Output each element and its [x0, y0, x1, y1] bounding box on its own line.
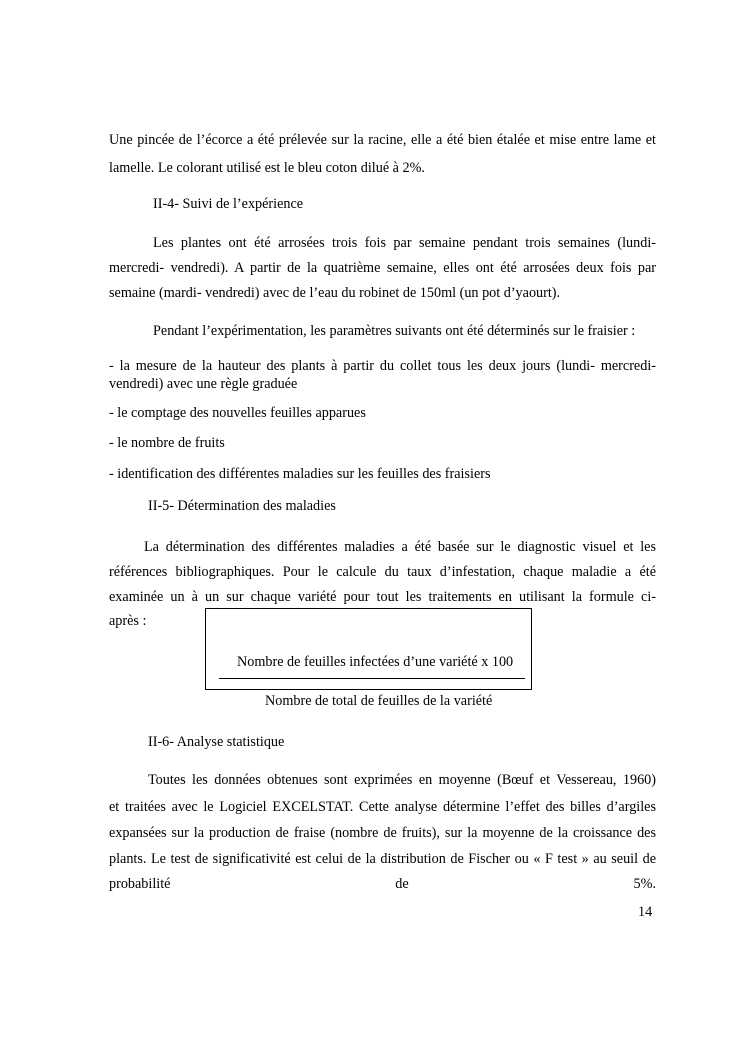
ii6-para-line-2: et traitées avec le Logiciel EXCELSTAT. Cette analyse détermine l’effet des billes d’argiles	[109, 799, 656, 815]
list-item: - le comptage des nouvelles feuilles apparues	[109, 405, 366, 421]
ii6-para-line-1: Toutes les données obtenues sont exprimées en moyenne (Bœuf et Vessereau, 1960)	[148, 772, 656, 788]
formula-numerator: Nombre de feuilles infectées d’une variété x 100	[237, 654, 514, 670]
ii5-para-line-4: après :	[109, 613, 147, 629]
ii4-intro: Pendant l’expérimentation, les paramètres suivants ont été déterminés sur le fraisier :	[153, 323, 636, 339]
ii6-para-line-4: plants. Le test de significativité est celui de la distribution de Fischer ou « F test » au seuil de	[109, 851, 656, 867]
formula-denominator: Nombre de total de feuilles de la variété	[265, 693, 493, 709]
page-number: 14	[638, 904, 653, 920]
ii4-para-line-3: semaine (mardi- vendredi) avec de l’eau du robinet de 150ml (un pot d’yaourt).	[109, 285, 561, 301]
list-item: - la mesure de la hauteur des plants à partir du collet tous les deux jours (lundi- mercredi-	[109, 358, 656, 374]
ii6-para-line-5: probabilité de 5%.	[109, 876, 656, 892]
staining-line-2: lamelle. Le colorant utilisé est le bleu coton dilué à 2%.	[109, 160, 425, 176]
formula-fraction-bar	[219, 678, 525, 679]
ii4-para-line-1: Les plantes ont été arrosées trois fois par semaine pendant trois semaines (lundi-	[153, 235, 656, 251]
heading-ii6: II-6- Analyse statistique	[148, 734, 285, 750]
ii5-para-line-3: examinée un à un sur chaque variété pour tout les traitements en utilisant la formule ci-	[109, 589, 656, 605]
list-item-continued: vendredi) avec une règle graduée	[109, 376, 298, 392]
staining-line-1: Une pincée de l’écorce a été prélevée sur la racine, elle a été bien étalée et mise entre lame et	[109, 132, 656, 148]
heading-ii5: II-5- Détermination des maladies	[148, 498, 336, 514]
ii5-para-line-2: références bibliographiques. Pour le calcule du taux d’infestation, chaque maladie a été	[109, 564, 656, 580]
ii5-para-line-1: La détermination des différentes maladies a été basée sur le diagnostic visuel et les	[144, 539, 656, 555]
heading-ii4: II-4- Suivi de l’expérience	[153, 196, 304, 212]
ii4-para-line-2: mercredi- vendredi). A partir de la quatrième semaine, elles ont été arrosées deux fois par	[109, 260, 656, 276]
list-item: - le nombre de fruits	[109, 435, 225, 451]
ii6-para-line-3: expansées sur la production de fraise (nombre de fruits), sur la moyenne de la croissance des	[109, 825, 656, 841]
list-item: - identification des différentes maladies sur les feuilles des fraisiers	[109, 466, 491, 482]
